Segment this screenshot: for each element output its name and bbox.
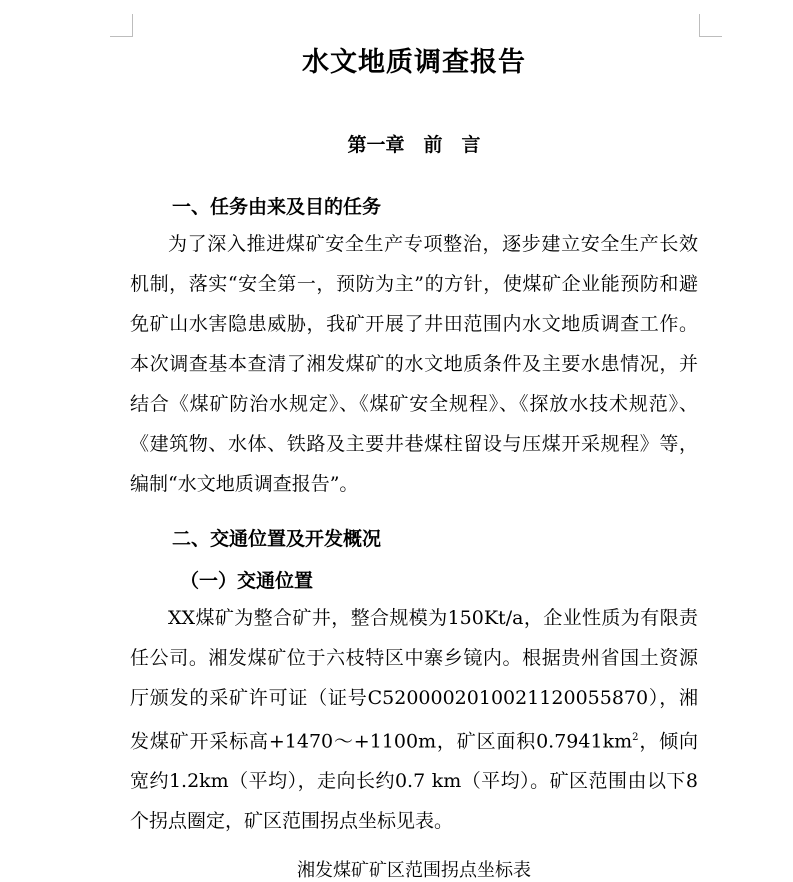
page-corner-mark-top-right (699, 14, 722, 37)
paragraph-traffic-location (130, 598, 698, 841)
section-heading-traffic-location: 二、交通位置及开发概况 (172, 528, 382, 550)
chapter-heading: 第一章 前 言 (347, 134, 481, 156)
page-corner-mark-top-left (110, 14, 133, 37)
paragraph-text-part-1: XX煤矿为整合矿井，整合规模为150Kt/a，企业性质为有限责任公司。湘发煤矿位于六枝特区中寨乡镜内。根据贵州省国土资源厅颁发的采矿许可证（证号C5200002010021120055870），湘发煤矿开采标高+1470～+1100m，矿区面积0.7941km (130, 607, 698, 753)
subsection-heading-traffic-location: （一）交通位置 (180, 570, 314, 592)
paragraph-task-origin: 为了深入推进煤矿安全生产专项整治，逐步建立安全生产长效机制，落实“安全第一，预防为主”的方针，使煤矿企业能预防和避免矿山水害隐患威胁，我矿开展了井田范围内水文地质调查工作。本次调查基本查清了湘发煤矿的水文地质条件及主要水患情况，并结合《煤矿防治水规定》、《煤矿安全规程》、《探放水技术规范》、《建筑物、水体、铁路及主要井巷煤柱留设与压煤开采规程》等，编制“水文地质调查报告”。 (130, 233, 698, 495)
document-title: 水文地质调查报告 (302, 47, 526, 78)
area-unit-superscript: 2 (632, 732, 639, 743)
section-heading-task-origin: 一、任务由来及目的任务 (172, 196, 382, 218)
table-caption: 湘发煤矿矿区范围拐点坐标表 (297, 860, 531, 881)
paragraph-text-part-2: ，倾向宽约1.2km（平均），走向长约0.7 km（平均）。矿区范围由以下8个拐点圈定，矿区范围拐点坐标见表。 (130, 730, 698, 833)
